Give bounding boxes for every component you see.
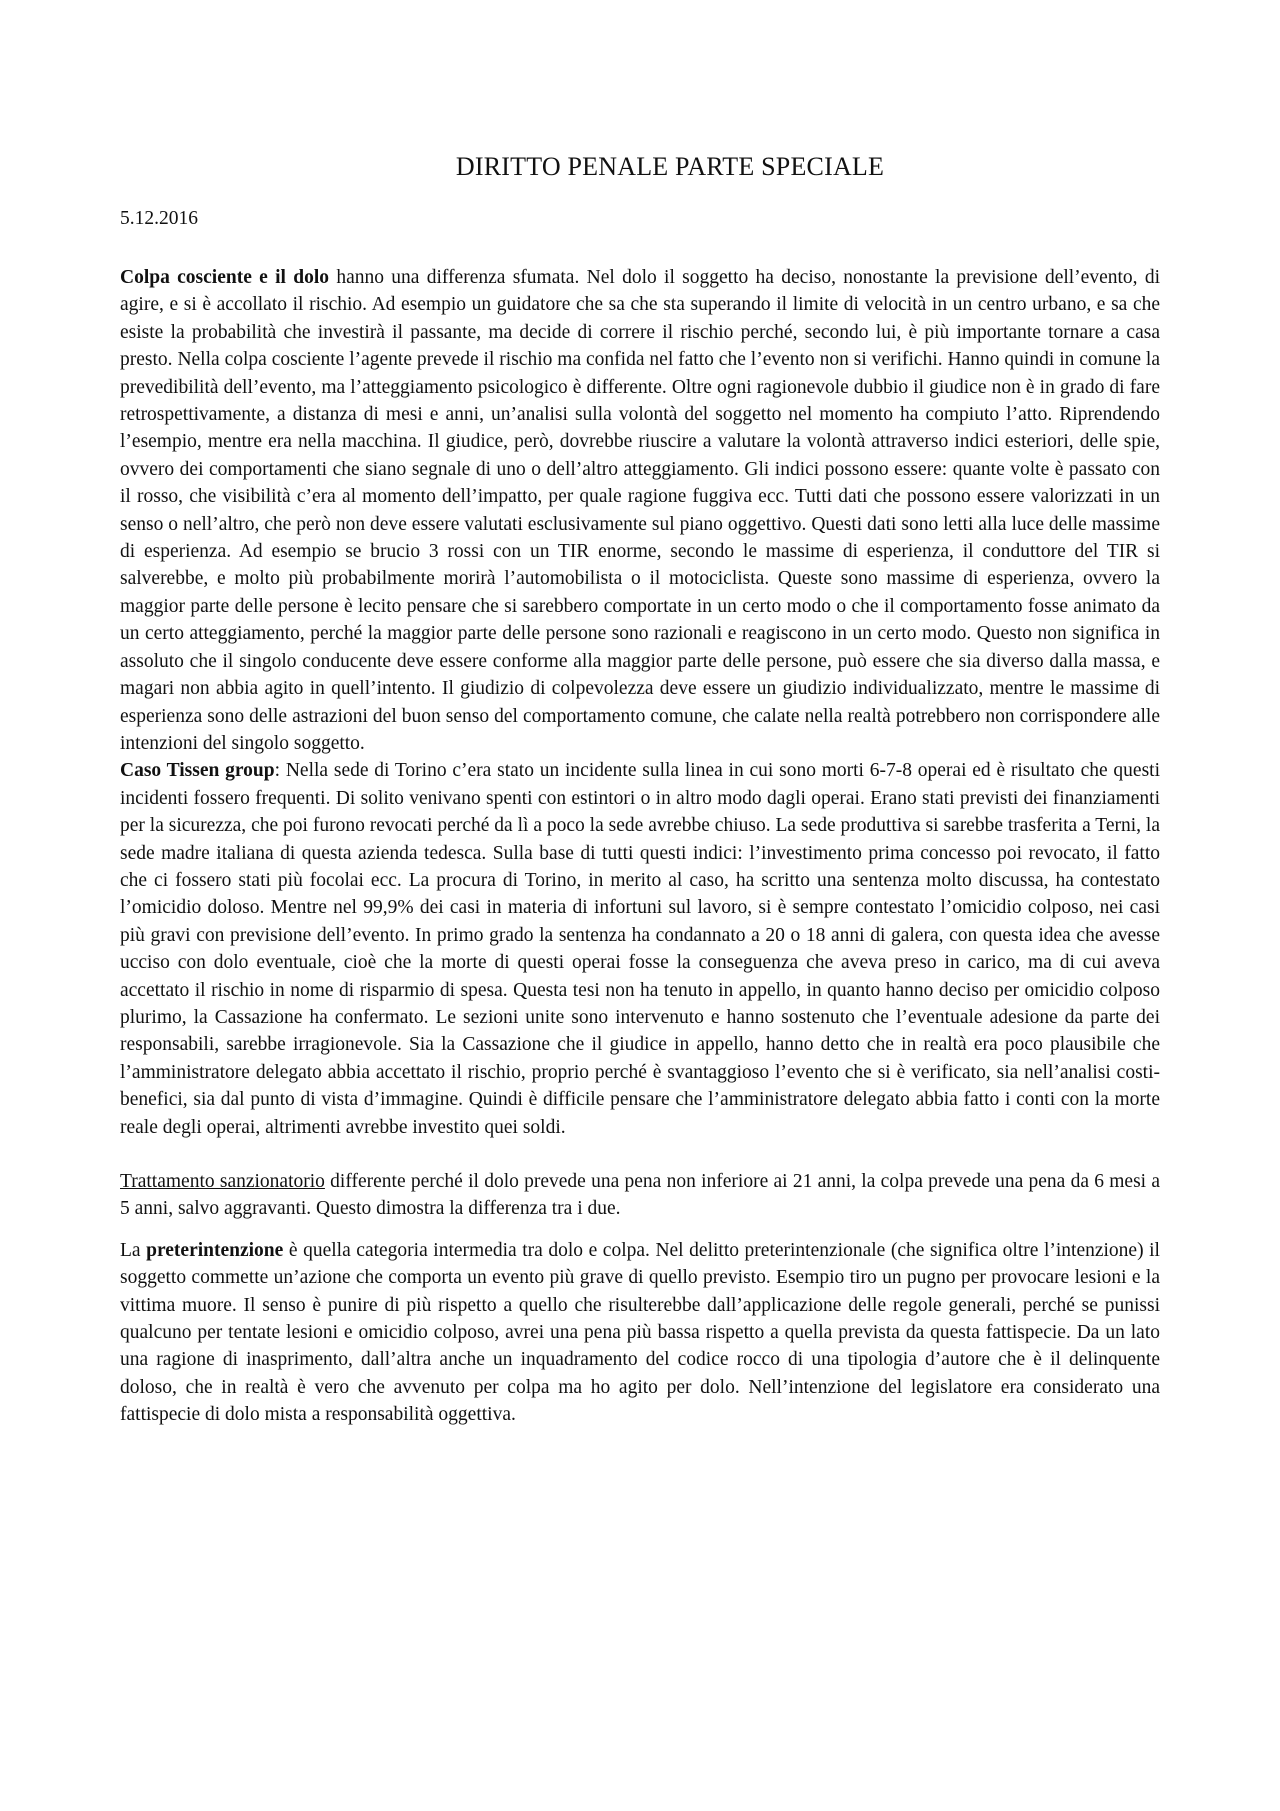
paragraph-caso-tissen [120,757,1160,1141]
document-body [120,264,1160,1429]
paragraph-lead-bold: Caso Tissen group [120,760,275,782]
paragraph-text: : Nella sede di Torino c’era stato un incidente sulla linea in cui sono morti 6-7-8 operai ed è risultato che questi incidenti fossero frequenti. Di solito venivano spenti con estintori o in altro modo dagli operai. Erano stati previsti dei finanziamenti per la sicurezza, che poi furono revocati perché da lì a poco la sede avrebbe chiuso. La sede produttiva si sarebbe trasferita a Terni, la sede madre italiana di questa azienda tedesca. Sulla base di tutti questi indici: l’investimento prima concesso poi revocato, il fatto che ci fossero stati più focolai ecc. La procura di Torino, in merito al caso, ha scritto una sentenza molto discussa, ha contestato l’omicidio doloso. Mentre nel 99,9% dei casi in materia di infortuni sul lavoro, si è sempre contestato l’omicidio colposo, nei casi più gravi con previsione dell’evento. In primo grado la sentenza ha condannato a 20 o 18 anni di galera, con questa idea che avesse ucciso con dolo eventuale, cioè che la morte di questi operai fosse la conseguenza che aveva preso in carico, ma di cui aveva accettato il rischio in nome di risparmio di spesa. Questa tesi non ha tenuto in appello, in quanto hanno deciso per omicidio colposo plurimo, la Cassazione ha confermato. Le sezioni unite sono intervenuto e hanno sostenuto che l’eventuale adesione da parte dei responsabili, sarebbe irragionevole. Sia la Cassazione che il giudice in appello, hanno detto che in realtà era poco plausibile che l’amministratore delegato abbia accettato il rischio, proprio perché è svantaggioso l’evento che si è verificato, sia nell’analisi costi-benefici, sia dal punto di vista d’immagine. Quindi è difficile pensare che l’amministratore delegato abbia fatto i conti con la morte reale degli operai, altrimenti avrebbe investito quei soldi. [120,760,1161,1138]
paragraph-lead-underlined: Trattamento sanzionatorio [120,1171,325,1192]
document-date: 5.12.2016 [120,208,198,229]
paragraph-trattamento-sanzionatorio [120,1168,1160,1223]
paragraph-lead-bold: preterintenzione [146,1239,284,1261]
document-title: DIRITTO PENALE PARTE SPECIALE [455,152,885,181]
paragraph-prefix: La [120,1239,147,1261]
paragraph-colpa-cosciente [120,264,1160,757]
paragraph-text: hanno una differenza sfumata. Nel dolo il soggetto ha deciso, nonostante la previsione dell’evento, di agire, e si è accollato il rischio. Ad esempio un guidatore che sa che sta superando il limite di velocità in un centro urbano, e sa che esiste la probabilità che investirà il passante, ma decide di correre il rischio perché, secondo lui, è più importante tornare a casa presto. Nella colpa cosciente l’agente prevede il rischio ma confida nel fatto che l’evento non si verifichi. Hanno quindi in comune la prevedibilità dell’evento, ma l’atteggiamento psicologico è differente. Oltre ogni ragionevole dubbio il giudice non è in grado di fare retrospettivamente, a distanza di mesi e anni, un’analisi sulla volontà del soggetto nel momento ha compiuto l’atto. Riprendendo l’esempio, mentre era nella macchina. Il giudice, però, dovrebbe riuscire a valutare la volontà attraverso indici esteriori, delle spie, ovvero dei comportamenti che siano segnale di uno o dell’altro atteggiamento. Gli indici possono essere: quante volte è passato con il rosso, che visibilità c’era al momento dell’impatto, per quale ragione fuggiva ecc. Tutti dati che possono essere valorizzati in un senso o nell’altro, che però non deve essere valutati esclusivamente sul piano oggettivo. Questi dati sono letti alla luce delle massime di esperienza. Ad esempio se brucio 3 rossi con un TIR enorme, secondo le massime di esperienza, il conduttore del TIR si salverebbe, e molto più probabilmente morirà l’automobilista o il motociclista. Queste sono massime di esperienza, ovvero la maggior parte delle persone è lecito pensare che si sarebbero comportate in un certo modo o che il comportamento fosse animato da un certo atteggiamento, perché la maggior parte delle persone sono razionali e reagiscono in un certo modo. Questo non significa in assoluto che il singolo conducente deve essere conforme alla maggior parte delle persone, può essere che sia diverso dalla massa, e magari non abbia agito in quell’intento. Il giudizio di colpevolezza deve essere un giudizio individualizzato, mentre le massime di esperienza sono delle astrazioni del buon senso del comportamento comune, che calate nella realtà potrebbero non corrispondere alle intenzioni del singolo soggetto. [120,267,1160,754]
paragraph-text: è quella categoria intermedia tra dolo e colpa. Nel delitto preterintenzionale (che significa oltre l’intenzione) il soggetto commette un’azione che comporta un evento più grave di quello previsto. Esempio tiro un pugno per provocare lesioni e la vittima muore. Il senso è punire di più rispetto a quello che risulterebbe dall’applicazione delle regole generali, perché se punissi qualcuno per tentate lesioni e omicidio colposo, avrei una pena più bassa rispetto a quella prevista da questa fattispecie. Da un lato una ragione di inasprimento, dall’altra anche un inquadramento del codice rocco di una tipologia d’autore che è il delinquente doloso, che in realtà è vero che avvenuto per colpa ma ho agito per dolo. Nell’intenzione del legislatore era considerato una fattispecie di dolo mista a responsabilità oggettiva. [120,1239,1160,1426]
paragraph-text: differente perché il dolo prevede una pena non inferiore ai 21 anni, la colpa prevede una pena da 6 mesi a 5 anni, salvo aggravanti. Questo dimostra la differenza tra i due. [120,1171,1161,1220]
paragraph-preterintenzione [120,1237,1160,1429]
paragraph-lead-bold: Colpa cosciente e il dolo [120,267,330,288]
